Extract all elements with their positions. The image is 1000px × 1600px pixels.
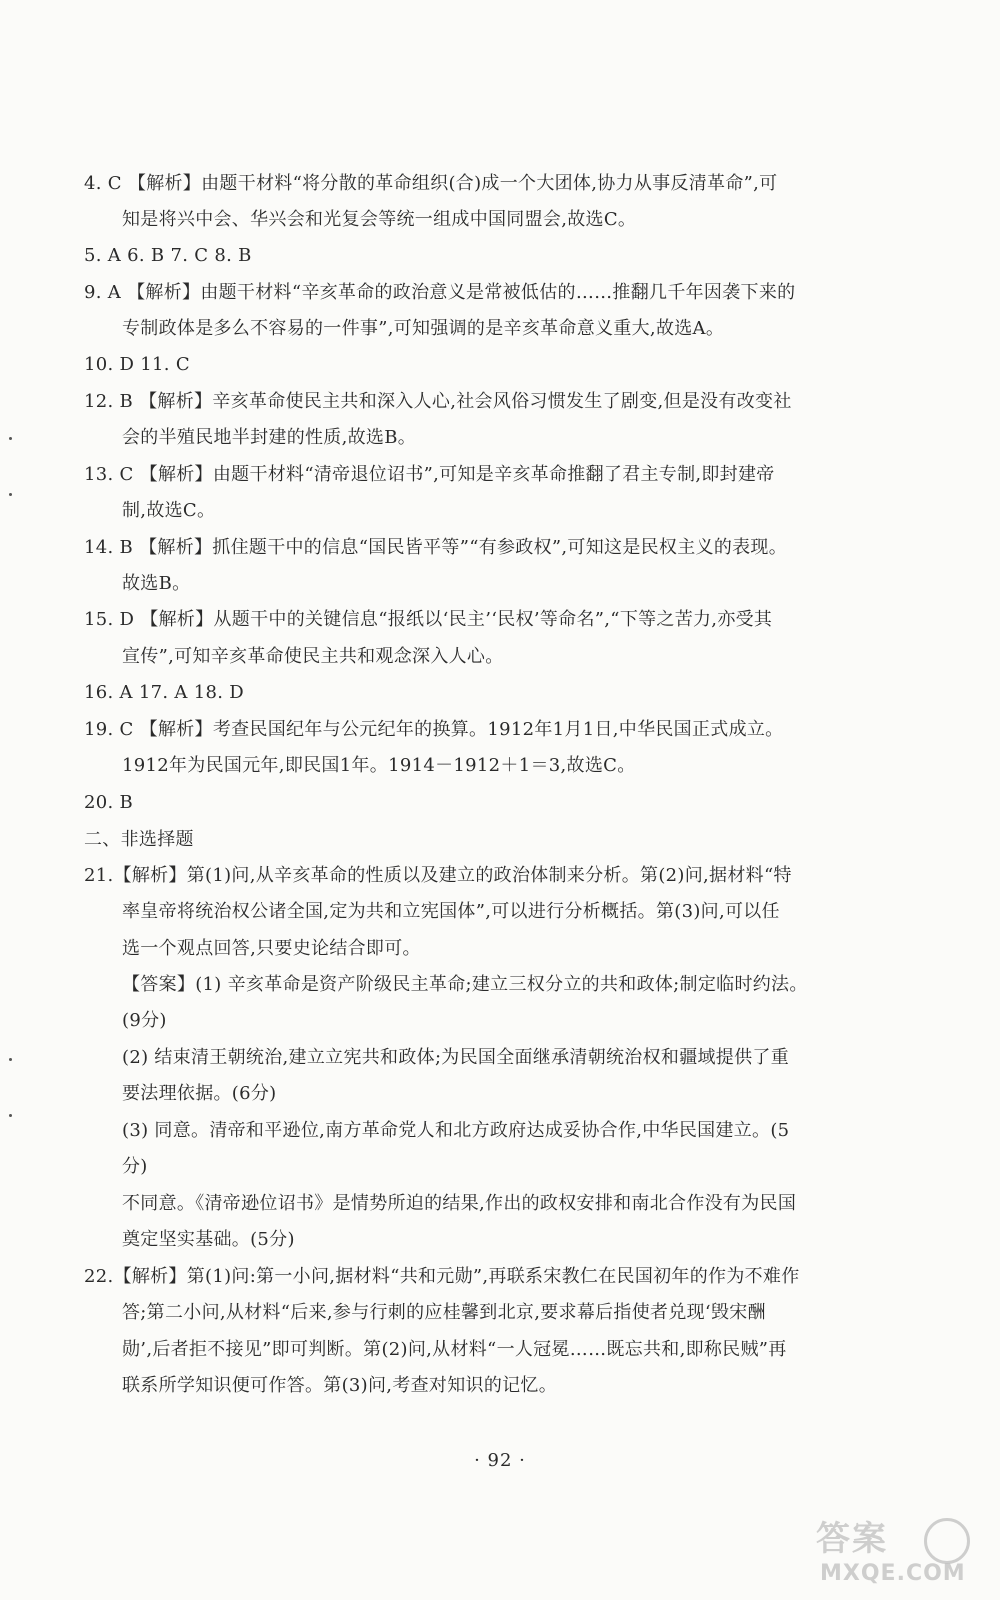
answer-15-line-1: 15. D 【解析】从题干中的关键信息“报纸以‘民主’‘民权’等命名”,“下等之苦力,亦受其 bbox=[84, 609, 773, 630]
answer-21-analysis-line-3: 选一个观点回答,只要史论结合即可。 bbox=[122, 938, 421, 959]
answers-16-18: 16. A 17. A 18. D bbox=[84, 682, 245, 703]
answer-20: 20. B bbox=[84, 792, 134, 813]
scan-mark bbox=[9, 1114, 12, 1117]
scan-mark bbox=[9, 493, 12, 496]
answer-19-line-1: 19. C 【解析】考查民国纪年与公元纪年的换算。1912年1月1日,中华民国正式成立。 bbox=[84, 719, 784, 740]
answer-9-line-1: 9. A 【解析】由题干材料“辛亥革命的政治意义是常被低估的……推翻几千年因袭下来的 bbox=[84, 282, 796, 303]
answer-15-line-2: 宣传”,可知辛亥革命使民主共和观念深入人心。 bbox=[122, 646, 504, 667]
answer-22-line-4: 联系所学知识便可作答。第(3)问,考查对知识的记忆。 bbox=[122, 1375, 558, 1396]
section-heading: 二、非选择题 bbox=[84, 829, 194, 850]
watermark-domain: MXQE.COM bbox=[820, 1561, 966, 1586]
watermark-circle-icon bbox=[924, 1518, 970, 1564]
answer-12-line-2: 会的半殖民地半封建的性质,故选B。 bbox=[122, 427, 417, 448]
answer-22-line-2: 答;第二小问,从材料“后来,参与行刺的应桂馨到北京,要求幕后指使者兑现‘毁宋酬 bbox=[122, 1302, 766, 1323]
answer-21-part-3-line-1: (3) 同意。清帝和平逊位,南方革命党人和北方政府达成妥协合作,中华民国建立。(5 bbox=[122, 1120, 790, 1141]
answer-4-line-1: 4. C 【解析】由题干材料“将分散的革命组织(合)成一个大团体,协力从事反清革命”,可 bbox=[84, 173, 778, 194]
answer-14-line-2: 故选B。 bbox=[122, 573, 191, 594]
answer-21-disagree-line-2: 奠定坚实基础。(5分) bbox=[122, 1229, 295, 1250]
answers-5-8: 5. A 6. B 7. C 8. B bbox=[84, 245, 252, 266]
page-number: · 92 · bbox=[474, 1450, 526, 1471]
scan-mark bbox=[9, 1058, 12, 1061]
answer-19-line-2: 1912年为民国元年,即民国1年。1914－1912＋1＝3,故选C。 bbox=[122, 755, 636, 776]
answer-13-line-2: 制,故选C。 bbox=[122, 500, 216, 521]
answer-21-part-3-line-2: 分) bbox=[122, 1156, 148, 1177]
answer-12-line-1: 12. B 【解析】辛亥革命使民主共和深入人心,社会风俗习惯发生了剧变,但是没有改变社 bbox=[84, 391, 792, 412]
answer-21-disagree-line-1: 不同意。《清帝逊位诏书》是情势所迫的结果,作出的政权安排和南北合作没有为民国 bbox=[122, 1193, 797, 1214]
scan-mark bbox=[9, 437, 12, 440]
answer-4-line-2: 知是将兴中会、华兴会和光复会等统一组成中国同盟会,故选C。 bbox=[122, 209, 637, 230]
answer-22-line-1: 22.【解析】第(1)问:第一小问,据材料“共和元勋”,再联系宋教仁在民国初年的作为不难作 bbox=[84, 1266, 800, 1287]
answer-21-analysis-line-2: 率皇帝将统治权公诸全国,定为共和立宪国体”,可以进行分析概括。第(3)问,可以任 bbox=[122, 901, 780, 922]
answer-14-line-1: 14. B 【解析】抓住题干中的信息“国民皆平等”“有参政权”,可知这是民权主义的表现。 bbox=[84, 537, 788, 558]
answer-21-part-1-line-1: 【答案】(1) 辛亥革命是资产阶级民主革命;建立三权分立的共和政体;制定临时约法。 bbox=[122, 974, 808, 995]
answer-21-analysis-line-1: 21.【解析】第(1)问,从辛亥革命的性质以及建立的政治体制来分析。第(2)问,据材料“特 bbox=[84, 865, 792, 886]
answer-21-part-1-line-2: (9分) bbox=[122, 1010, 167, 1031]
watermark-logo bbox=[816, 1516, 976, 1588]
answer-9-line-2: 专制政体是多么不容易的一件事”,可知强调的是辛亥革命意义重大,故选A。 bbox=[122, 318, 725, 339]
answer-13-line-1: 13. C 【解析】由题干材料“清帝退位诏书”,可知是辛亥革命推翻了君主专制,即封建帝 bbox=[84, 464, 775, 485]
watermark-text: 答案 bbox=[816, 1519, 888, 1559]
answer-21-part-2-line-1: (2) 结束清王朝统治,建立立宪共和政体;为民国全面继承清朝统治权和疆域提供了重 bbox=[122, 1047, 790, 1068]
answer-21-part-2-line-2: 要法理依据。(6分) bbox=[122, 1083, 277, 1104]
answers-10-11: 10. D 11. C bbox=[84, 354, 190, 375]
answer-22-line-3: 勋’,后者拒不接见”即可判断。第(2)问,从材料“一人冠冕……既忘共和,即称民贼”再 bbox=[122, 1339, 787, 1360]
